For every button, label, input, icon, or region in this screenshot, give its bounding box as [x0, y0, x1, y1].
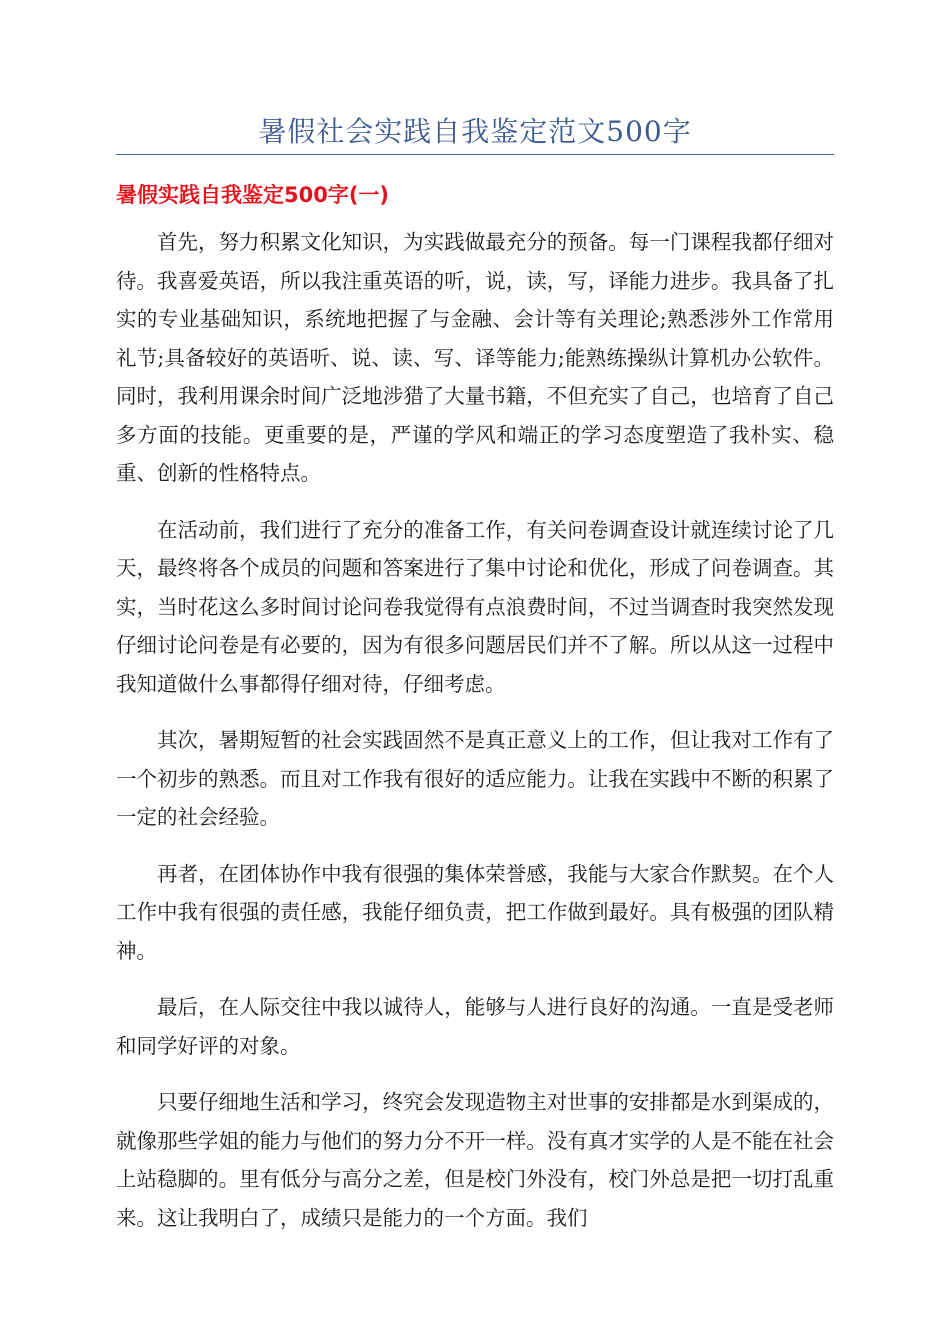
paragraph-2: 在活动前，我们进行了充分的准备工作，有关问卷调查设计就连续讨论了几天，最终将各个成员的问题和答案进行了集中讨论和优化，形成了问卷调查。其实，当时花这么多时间讨论问卷我觉得有点浪费时间，不过当调查时我突然发现仔细讨论问卷是有必要的，因为有很多问题居民们并不了解。所以从这一过程中我知道做什么事都得仔细对待，仔细考虑。: [116, 517, 834, 696]
paragraph-4: 再者，在团体协作中我有很强的集体荣誉感，我能与大家合作默契。在个人工作中我有很强的责任感，我能仔细负责，把工作做到最好。具有极强的团队精神。: [116, 861, 834, 963]
section-heading: 暑假实践自我鉴定500字(一): [116, 183, 390, 207]
document-title: 暑假社会实践自我鉴定范文500字: [258, 115, 692, 148]
paragraph-6: 只要仔细地生活和学习，终究会发现造物主对世事的安排都是水到渠成的，就像那些学姐的能力与他们的努力分不开一样。没有真才实学的人是不能在社会上站稳脚的。里有低分与高分之差，但是校门外没有，校门外总是把一切打乱重来。这让我明白了，成绩只是能力的一个方面。我们: [116, 1090, 834, 1230]
paragraph-3: 其次，暑期短暂的社会实践固然不是真正意义上的工作，但让我对工作有了一个初步的熟悉。而且对工作我有很好的适应能力。让我在实践中不断的积累了一定的社会经验。: [116, 728, 834, 829]
paragraph-5: 最后，在人际交往中我以诚待人，能够与人进行良好的沟通。一直是受老师和同学好评的对象。: [116, 995, 834, 1058]
title-underline: [116, 154, 834, 155]
paragraph-1: 首先，努力积累文化知识，为实践做最充分的预备。每一门课程我都仔细对待。我喜爱英语，所以我注重英语的听，说，读，写，译能力进步。我具备了扎实的专业基础知识，系统地把握了与金融、会计等有关理论;熟悉涉外工作常用礼节;具备较好的英语听、说、读、写、译等能力;能熟练操纵计算机办公软件。同时，我利用课余时间广泛地涉猎了大量书籍，不但充实了自己，也培育了自己多方面的技能。更重要的是，严谨的学风和端正的学习态度塑造了我朴实、稳重、创新的性格特点。: [116, 230, 834, 485]
document-body: [116, 223, 834, 1255]
